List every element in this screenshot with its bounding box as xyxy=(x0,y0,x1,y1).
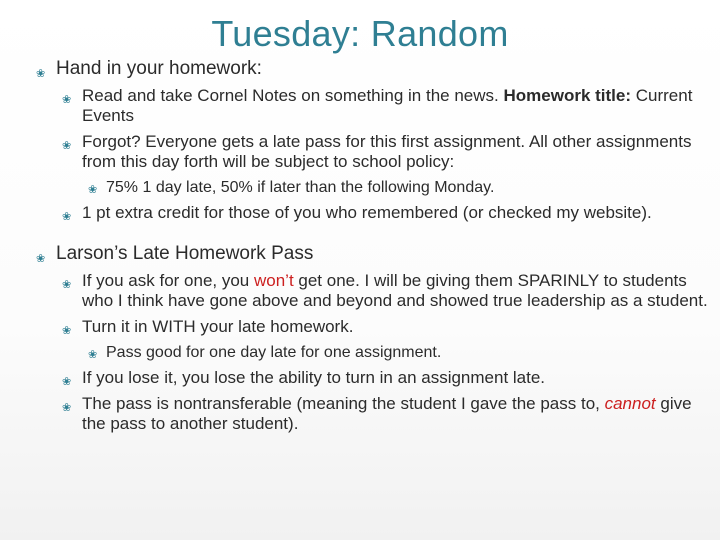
flower-bullet-icon: ❀ xyxy=(62,94,72,106)
bullet-text: Forgot? Everyone gets a late pass for this first assignment. All other assignments from this day forth will be subject to school policy: xyxy=(82,132,692,171)
bullet-text: get one. I will be giving them SPARINLY to students who I think have gone above and beyond and showed true leadership as a student. xyxy=(82,271,708,310)
flower-bullet-icon: ❀ xyxy=(62,376,72,388)
bullet-text: If you lose it, you lose the ability to turn in an assignment late. xyxy=(82,368,546,387)
flower-bullet-icon: ❀ xyxy=(36,68,46,80)
flower-bullet-icon: ❀ xyxy=(62,211,72,223)
section-heading: Larson’s Late Homework Pass xyxy=(56,243,314,264)
bullet-text: Read and take Cornel Notes on something in the news. xyxy=(82,86,504,105)
flower-bullet-icon: ❀ xyxy=(62,402,72,414)
bullet-text: Turn it in WITH your late homework. xyxy=(82,317,354,336)
flower-bullet-icon: ❀ xyxy=(62,325,72,337)
flower-bullet-icon: ❀ xyxy=(88,184,98,196)
homework-title-value: Current Events xyxy=(82,86,693,125)
bullet-school-policy xyxy=(18,178,708,197)
bullet-lose-it xyxy=(18,368,708,388)
section-heading: Hand in your homework: xyxy=(56,58,262,79)
bullet-turn-it-in xyxy=(18,317,708,337)
bullet-cornel-notes xyxy=(18,86,708,126)
homework-title-label: Homework title: xyxy=(503,86,632,105)
bullet-hand-in-homework xyxy=(18,58,708,80)
bullet-text: give the pass to another student). xyxy=(82,394,692,433)
bullet-late-homework-pass xyxy=(18,243,708,265)
bullet-text: 1 pt extra credit for those of you who remembered (or checked my website). xyxy=(82,203,652,222)
bullet-text: Pass good for one day late for one assignment. xyxy=(106,344,442,361)
emphasis-cannot: cannot xyxy=(604,394,656,413)
bullet-late-pass xyxy=(18,132,708,172)
slide-content xyxy=(18,56,708,434)
flower-bullet-icon: ❀ xyxy=(88,349,98,361)
bullet-pass-good xyxy=(18,343,708,362)
bullet-text: 75% 1 day late, 50% if later than the following Monday. xyxy=(106,179,495,196)
flower-bullet-icon: ❀ xyxy=(36,253,46,265)
bullet-text: If you ask for one, you xyxy=(82,271,254,290)
flower-bullet-icon: ❀ xyxy=(62,140,72,152)
slide-title: Tuesday: Random xyxy=(211,13,509,54)
bullet-extra-credit xyxy=(18,203,708,223)
bullet-nontransferable xyxy=(18,394,708,434)
bullet-ask-for-one xyxy=(18,271,708,311)
emphasis-wont: won’t xyxy=(253,271,294,290)
flower-bullet-icon: ❀ xyxy=(62,279,72,291)
bullet-text: The pass is nontransferable (meaning the student I gave the pass to, xyxy=(82,394,605,413)
